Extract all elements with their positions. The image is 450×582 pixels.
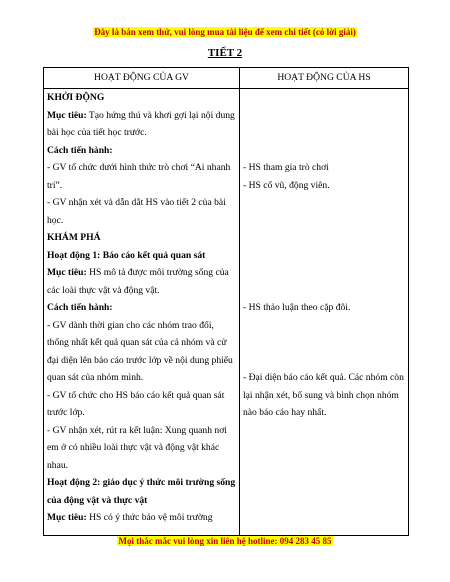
preview-notice-banner [0, 27, 450, 38]
procedure-step: - GV nhận xét và dẫn dắt HS vào tiết 2 của bài học. [47, 197, 226, 226]
student-response: - HS cổ vũ, động viên. [243, 179, 330, 191]
blank-line [243, 229, 405, 247]
blank-line [243, 247, 405, 265]
preview-notice-text: Đây là bản xem thử, vui lòng mua tài liệu để xem chi tiết (có lời giải) [94, 27, 356, 37]
student-activity-cell [240, 89, 409, 536]
activity-heading: Hoạt động 1: Báo cáo kết quả quan sát [47, 249, 206, 261]
blank-line [243, 142, 405, 160]
blank-line [243, 334, 405, 352]
table-header-row [44, 68, 409, 89]
procedure-label: Cách tiến hành: [47, 144, 113, 156]
objective-label: Mục tiêu: [47, 109, 87, 121]
table-row [44, 89, 409, 536]
student-response: - HS thảo luận theo cặp đôi. [243, 302, 351, 313]
blank-line [243, 212, 405, 230]
objective-paragraph [47, 264, 236, 299]
page-title: TIẾT 2 [207, 47, 243, 59]
teacher-activity-header: HOẠT ĐỘNG CỦA GV [44, 68, 240, 89]
blank-line [243, 317, 405, 335]
section-heading-kham-pha: KHÁM PHÁ [47, 232, 101, 243]
blank-line [243, 352, 405, 370]
section-heading-khoi-dong: KHỞI ĐỘNG [47, 92, 105, 103]
blank-line [243, 107, 405, 125]
objective-text: HS có ý thức bảo vệ môi trường [86, 512, 213, 523]
procedure-step: - GV tổ chức dưới hình thức trò chơi “Ai nhanh trí”. [47, 162, 231, 191]
blank-line [243, 194, 405, 212]
lesson-plan-table [43, 67, 409, 536]
objective-label: Mục tiêu: [47, 512, 87, 523]
objective-paragraph [47, 509, 236, 527]
objective-text: Tạo hứng thú và khơi gợi lại nội dung bài học của tiết học trước. [47, 109, 235, 138]
contact-notice-banner [0, 536, 450, 547]
blank-line [243, 282, 405, 300]
procedure-step: - GV dành thời gian cho các nhóm trao đổi, thống nhất kết quả quan sát của cả nhóm và cử đại diện lên báo cáo trước lớp về nội dung phiếu quan sát của nhóm mình. [47, 319, 233, 383]
objective-paragraph [47, 107, 236, 142]
objective-text: HS mô tả được môi trường sống của các loài thực vật và động vật. [47, 267, 229, 296]
student-response: - Đại diện báo cáo kết quả. Các nhóm còn lại nhận xét, bổ sung và bình chọn nhóm nào báo cáo hay nhất. [243, 372, 404, 418]
student-response: - HS tham gia trò chơi [243, 162, 329, 173]
blank-line [243, 264, 405, 282]
hotline-text: Mọi thắc mắc vui lòng xin liên hệ hotline: 094 283 45 85 [118, 536, 332, 546]
student-activity-header: HOẠT ĐỘNG CỦA HS [240, 68, 409, 89]
activity-heading: Hoạt động 2: giáo dục ý thức môi trường sống của động vật và thực vật [47, 477, 236, 506]
procedure-label: Cách tiến hành: [47, 302, 113, 313]
teacher-activity-cell [44, 89, 240, 536]
procedure-step: - GV nhận xét, rút ra kết luận: Xung quanh nơi em ở có nhiều loài thực vật và động vật khác nhau. [47, 424, 227, 471]
blank-line [243, 124, 405, 142]
blank-line [243, 89, 405, 107]
objective-label: Mục tiêu: [47, 267, 87, 278]
procedure-step: - GV tổ chức cho HS báo cáo kết quả quan sát trước lớp. [47, 389, 225, 418]
